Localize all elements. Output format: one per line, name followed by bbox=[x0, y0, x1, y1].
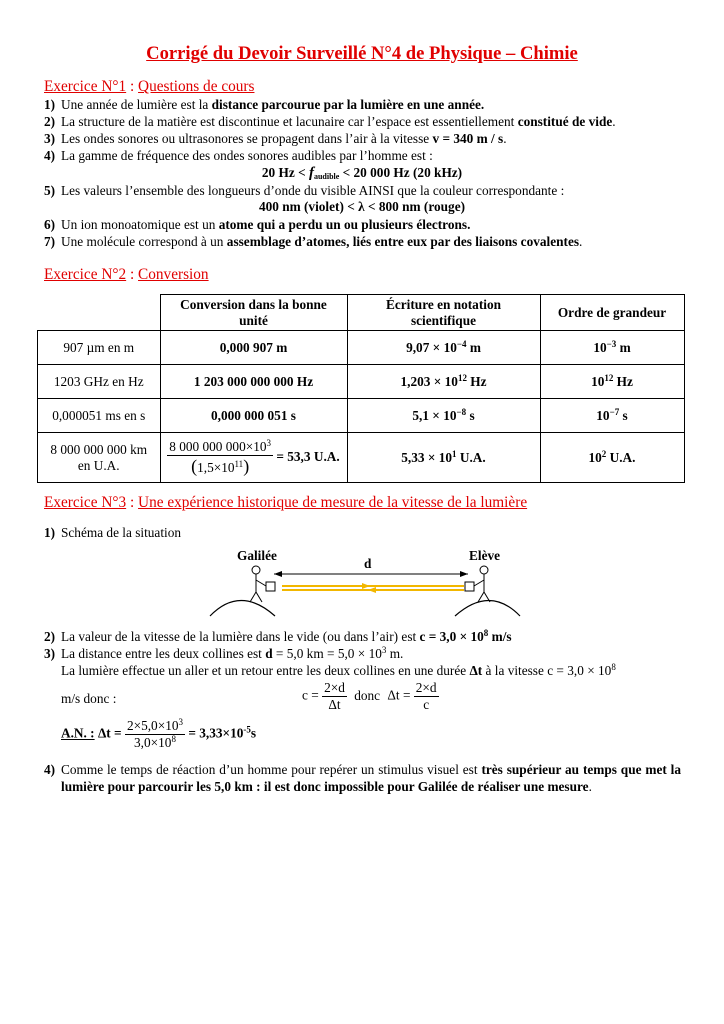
question-text: Une molécule correspond à un bbox=[61, 234, 227, 249]
ex3-q3-line-2 bbox=[61, 662, 616, 679]
numerator-value: 8 000 000 000×10 bbox=[169, 438, 267, 454]
header-line: Écriture en notation bbox=[386, 296, 501, 312]
table-cell bbox=[347, 399, 540, 433]
question-text: à la vitesse c = 3,0 × 10 bbox=[482, 663, 612, 678]
distance-label: d bbox=[364, 556, 372, 571]
unit: m bbox=[616, 339, 631, 355]
denominator-value: 1,5×10 bbox=[197, 459, 235, 475]
ex1-question-2 bbox=[44, 113, 616, 130]
exercise-2-number: Exercice N°2 bbox=[44, 266, 127, 283]
cell-line: 8 000 000 000 km bbox=[50, 441, 148, 457]
table-header-cell bbox=[160, 295, 347, 331]
mantissa: 9,07 × 10 bbox=[406, 339, 457, 355]
galileo-experiment-diagram bbox=[200, 540, 530, 620]
ex1-formula-audible bbox=[0, 165, 724, 182]
conversion-fraction bbox=[167, 439, 273, 477]
exponent: 12 bbox=[604, 372, 614, 383]
ex1-question-6 bbox=[44, 216, 470, 233]
table-cell bbox=[540, 399, 684, 433]
header-line: Conversion dans la bonne bbox=[180, 296, 327, 312]
table-cell: 1203 GHz en Hz bbox=[38, 365, 161, 399]
speed-formulas bbox=[302, 680, 439, 713]
ex1-question-4 bbox=[44, 147, 433, 164]
table-row bbox=[38, 399, 685, 433]
eleve-label: Elève bbox=[469, 548, 501, 563]
question-number: 4) bbox=[44, 762, 56, 777]
fraction-denominator: $(1,5\times 10^{11})$ bbox=[191, 455, 250, 476]
fraction-denominator: c bbox=[423, 697, 430, 712]
exponent: 3 bbox=[266, 437, 272, 448]
question-text: = 5,0 km = 5,0 × 10 bbox=[272, 646, 382, 661]
table-row bbox=[38, 331, 685, 365]
exponent: 8 bbox=[483, 628, 489, 638]
exponent: 3 bbox=[381, 645, 387, 655]
exponent: 8 bbox=[171, 734, 176, 744]
ex1-question-3 bbox=[44, 130, 507, 147]
question-text: La valeur de la vitesse de la lumière dans le vide (ou dans l’air) est bbox=[61, 629, 420, 644]
table-cell bbox=[160, 433, 347, 483]
answer-text: distance parcourue par la lumière en une année. bbox=[211, 97, 485, 112]
fraction-denominator bbox=[125, 735, 185, 751]
formula-connector: donc bbox=[354, 687, 381, 703]
exponent: −3 bbox=[606, 338, 617, 349]
formula-symbol: f bbox=[308, 165, 314, 181]
formula-lhs: c = bbox=[302, 687, 319, 703]
exercise-3-separator: : bbox=[126, 494, 139, 511]
denominator-value: 3,0×10 bbox=[134, 735, 172, 750]
table-cell: 0,000 000 051 s bbox=[160, 399, 347, 433]
ex3-question-2 bbox=[44, 628, 512, 645]
exercise-2-name: Conversion bbox=[138, 266, 209, 283]
question-text: m. bbox=[386, 646, 404, 661]
answer-text: constitué de vide bbox=[517, 114, 613, 129]
question-number: 2) bbox=[44, 629, 56, 644]
ex1-question-5 bbox=[44, 182, 564, 199]
exercise-3-name: Une expérience historique de mesure de la vitesse de la lumière bbox=[138, 494, 528, 511]
variable-d: d bbox=[265, 646, 273, 661]
formula-lhs: Δt = bbox=[97, 725, 122, 741]
mantissa: 5,33 × 10 bbox=[401, 449, 453, 465]
question-text: Une année de lumière est la bbox=[61, 97, 212, 112]
table-cell bbox=[347, 433, 540, 483]
right-hill bbox=[455, 601, 520, 617]
exercise-2-heading bbox=[44, 266, 209, 284]
header-line: unité bbox=[239, 312, 268, 328]
table-header-cell bbox=[347, 295, 540, 331]
unit: Hz bbox=[466, 373, 487, 389]
beam-arrow-right bbox=[362, 583, 370, 589]
table-row bbox=[38, 365, 685, 399]
table-cell: 0,000051 ms en s bbox=[38, 399, 161, 433]
ex3-question-3 bbox=[44, 645, 403, 662]
table-header-row bbox=[38, 295, 685, 331]
beam-arrow-left bbox=[368, 587, 376, 593]
fraction-numerator bbox=[167, 439, 273, 456]
exercise-1-heading bbox=[44, 78, 254, 96]
punctuation: . bbox=[503, 131, 507, 146]
page-title: Corrigé du Devoir Surveillé N°4 de Physique – Chimie bbox=[146, 43, 578, 64]
mantissa: 10 bbox=[591, 373, 605, 389]
answer-text: très supérieur au temps que met la lumière pour parcourir les 5,0 km : il est donc impossible pour Galilée de réaliser une mesure bbox=[61, 762, 682, 794]
exercise-1-number: Exercice N°1 bbox=[44, 78, 127, 95]
ex1-question-1 bbox=[44, 96, 484, 113]
table-cell: 0,000 907 m bbox=[160, 331, 347, 365]
exercise-1-separator: : bbox=[126, 78, 139, 95]
fraction-denominator: Δt bbox=[328, 697, 341, 712]
ex3-question-4-num bbox=[44, 761, 61, 778]
table-cell bbox=[540, 331, 684, 365]
eleve-figure bbox=[480, 566, 488, 574]
unit: m bbox=[466, 339, 481, 355]
ex1-question-7 bbox=[44, 233, 582, 250]
question-text: La structure de la matière est discontinue et lacunaire car l’espace est essentiellement bbox=[61, 114, 518, 129]
table-header-cell: Ordre de grandeur bbox=[540, 295, 684, 331]
time-fraction bbox=[414, 680, 439, 713]
arrowhead-right bbox=[460, 571, 468, 577]
eleve-lantern bbox=[465, 582, 474, 591]
mantissa: 10 bbox=[588, 449, 602, 465]
left-hill bbox=[210, 601, 275, 617]
exponent: 2 bbox=[601, 448, 607, 459]
exponent: −7 bbox=[609, 406, 620, 417]
header-line: scientifique bbox=[410, 312, 476, 328]
exponent: 8 bbox=[611, 662, 616, 672]
exponent: −8 bbox=[456, 406, 467, 417]
ex1-formula-visible: 400 nm (violet) < λ < 800 nm (rouge) bbox=[258, 199, 466, 214]
fraction-numerator: 2×d bbox=[415, 680, 437, 695]
question-number: 3) bbox=[44, 646, 56, 661]
formula-part: 20 Hz < bbox=[261, 165, 309, 180]
answer-text: atome qui a perdu un ou plusieurs électrons. bbox=[218, 217, 471, 232]
question-text: Schéma de la situation bbox=[61, 525, 182, 540]
question-number: 1) bbox=[44, 525, 56, 540]
exercise-1-name: Questions de cours bbox=[138, 78, 255, 95]
exponent: 12 bbox=[457, 372, 467, 383]
ex3-question-4 bbox=[61, 761, 681, 795]
table-corner-cell bbox=[38, 295, 161, 331]
answer-text: v = 340 m / s bbox=[432, 131, 504, 146]
table-cell bbox=[347, 331, 540, 365]
galilee-figure bbox=[252, 566, 260, 574]
unit: U.A. bbox=[456, 449, 486, 465]
answer-unit: m/s bbox=[488, 629, 512, 644]
unit: s bbox=[466, 407, 475, 423]
question-number: 7) bbox=[44, 234, 56, 249]
numerator-value: 2×5,0×10 bbox=[126, 718, 179, 733]
formula-part: < 20 000 Hz (20 kHz) bbox=[339, 165, 463, 180]
exercise-3-number: Exercice N°3 bbox=[44, 494, 127, 511]
fraction-numerator bbox=[125, 718, 185, 735]
question-number: 1) bbox=[44, 97, 56, 112]
punctuation: . bbox=[612, 114, 616, 129]
punctuation: . bbox=[588, 779, 592, 794]
question-text: Les valeurs l’ensemble des longueurs d’onde du visible AINSI que la couleur correspondante : bbox=[61, 183, 565, 198]
formula-subscript: audible bbox=[313, 172, 340, 181]
an-unit: s bbox=[250, 725, 257, 741]
mantissa: 5,1 × 10 bbox=[412, 407, 457, 423]
punctuation: . bbox=[579, 234, 583, 249]
an-fraction bbox=[125, 718, 185, 751]
mantissa: 10 bbox=[593, 339, 607, 355]
question-number: 3) bbox=[44, 131, 56, 146]
exercise-2-separator: : bbox=[126, 266, 139, 283]
question-text: Comme le temps de réaction d’un homme pour repérer un stimulus visuel est bbox=[61, 762, 482, 777]
numerical-application bbox=[61, 718, 256, 751]
table-cell bbox=[540, 433, 684, 483]
table-cell bbox=[38, 433, 161, 483]
question-text: La gamme de fréquence des ondes sonores audibles par l’homme est : bbox=[61, 148, 433, 163]
question-text: Les ondes sonores ou ultrasonores se propagent dans l’air à la vitesse bbox=[61, 131, 433, 146]
table-cell bbox=[540, 365, 684, 399]
galilee-lantern bbox=[266, 582, 275, 591]
exercise-3-heading bbox=[44, 494, 527, 512]
unit: Hz bbox=[613, 373, 633, 389]
question-text: La distance entre les deux collines est bbox=[61, 646, 266, 661]
question-text: Un ion monoatomique est un bbox=[61, 217, 219, 232]
unit: U.A. bbox=[606, 449, 636, 465]
question-number: 2) bbox=[44, 114, 56, 129]
conversion-result: = 53,3 U.A. bbox=[276, 448, 340, 464]
exponent: 11 bbox=[234, 458, 244, 469]
cell-line: en U.A. bbox=[77, 457, 120, 473]
table-cell: 1 203 000 000 000 Hz bbox=[160, 365, 347, 399]
answer-text: c = 3,0 × 10 bbox=[419, 629, 484, 644]
speed-fraction bbox=[322, 680, 347, 713]
exponent: 1 bbox=[452, 448, 457, 459]
table-cell bbox=[347, 365, 540, 399]
variable-dt: Δt bbox=[469, 663, 483, 678]
ex3-q3-line-3: m/s donc : bbox=[61, 691, 117, 706]
answer-text: assemblage d’atomes, liés entre eux par des liaisons covalentes bbox=[226, 234, 580, 249]
question-number: 5) bbox=[44, 183, 56, 198]
conversion-table bbox=[37, 294, 685, 483]
mantissa: 10 bbox=[596, 407, 610, 423]
exponent: −4 bbox=[456, 338, 467, 349]
formula-lhs: Δt = bbox=[387, 687, 411, 703]
ex3-question-1 bbox=[44, 524, 181, 541]
exponent: 3 bbox=[178, 717, 184, 727]
an-result: = 3,33×10 bbox=[188, 725, 244, 741]
an-label: A.N. : bbox=[61, 725, 95, 741]
question-number: 4) bbox=[44, 148, 56, 163]
question-number: 6) bbox=[44, 217, 56, 232]
arrowhead-left bbox=[274, 571, 282, 577]
question-text: La lumière effectue un aller et un retour entre les deux collines en une durée bbox=[61, 663, 470, 678]
fraction-numerator: 2×d bbox=[324, 680, 345, 695]
mantissa: 1,203 × 10 bbox=[400, 373, 458, 389]
galilee-label: Galilée bbox=[237, 548, 277, 563]
table-cell: 907 µm en m bbox=[38, 331, 161, 365]
exponent: -5 bbox=[243, 724, 251, 735]
unit: s bbox=[619, 407, 628, 423]
table-row bbox=[38, 433, 685, 483]
